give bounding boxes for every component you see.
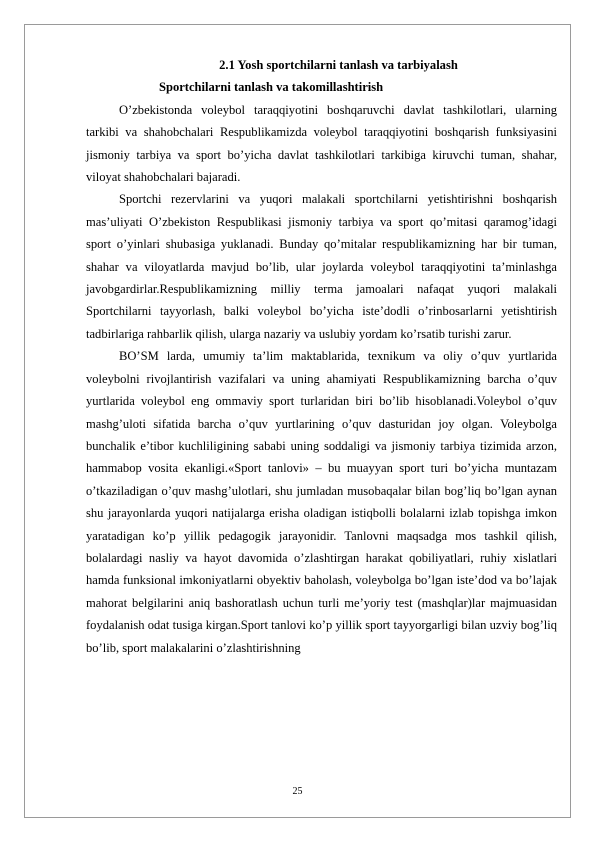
paragraph-2: Sportchi rezervlarini va yuqori malakali sportchilarni yetishtirishni boshqarish mas’uliyati O’zbekiston Respublikasi jismoniy tarbiya va sport qo’mitasi qaramog’idagi sport o’yinlari shubasiga yuklanadi. Bunday qo’mitalar respublikamizning har bir tuman, shahar va viloyatlarda mavjud bo’lib, ular joylarda voleybol taraqqiyotini ta’minlashga javobgardirlar.Respublikamizning milliy terma jamoalari nafaqat yuqori malakali Sportchilarni tayyorlash, balki voleybol bo’yicha iste’dodli o’rinbosarlarni yetishtirish tadbirlariga rahbarlik qilish, ularga nazariy va uslubiy yordam ko’rsatib turishi zarur. <box>86 192 557 341</box>
paragraph-3: BO’SM larda, umumiy ta’lim maktablarida, texnikum va oliy o’quv yurtlarida voleybolni rivojlantirish vazifalari va uning ahamiyati Respublikamizning barcha o’quv yurtlarida voleybol eng ommaviy sport turlaridan biri bo’lib hisoblanadi.Voleybol o’quv mashg’uloti sifatida barcha o’quv yurtlarining o’quv dasturidan joy olgan. Voleybolga bunchalik e’tibor kuchliligining sababi uning soddaligi va jismoniy tarbiya tizimida arzon, hammabop vosita ekanligi.«Sport tanlovi» – bu muayyan sport turi bo’yicha muntazam o’tkaziladigan o’quv mashg’ulotlari, shu jumladan musobaqalar bilan bog’liq bo’lgan aynan shu jarayonlarda yuqori natijalarga erisha oladigan istiqbolli bolalarni izlab topishga imkon yaratadigan ko’p yillik pedagogik jarayonidir. Tanlovni maqsadga mos tashkil qilish, bolalardagi nasliy va hayot davomida o’zlashtirgan harakat qobiliyatlari, ruhiy xislatlari hamda funksional imkoniyatlarni obyektiv baholash, voleybolga bo’lgan iste’dod va bo’lajak mahorat belgilarini aniq bashoratlash uchun turli me’yoriy test (mashqlar)lar majmuasidan foydalanish odat tusiga kirgan.Sport tanlovi ko’p yillik sport tayyorgarligi bilan uzviy bog’liq bo’lib, sport malakalarini o’zlashtirishning <box>86 349 557 655</box>
section-title: 2.1 Yosh sportchilarni tanlash va tarbiyalash <box>219 58 458 72</box>
document-body <box>86 54 557 659</box>
section-subtitle: Sportchilarni tanlash va takomillashtirish <box>159 80 384 95</box>
page-number: 25 <box>292 786 303 797</box>
paragraph-1: O’zbekistonda voleybol taraqqiyotini boshqaruvchi davlat tashkilotlari, ularning tarkibi va shahobchalari Respublikamizda voleybol taraqqiyotini boshqarish funksiyasini jismoniy tarbiya va sport bo’yicha davlat tashkilotlari tarkibiga kiruvchi tuman, shahar, viloyat shahobchalari bajaradi. <box>86 102 557 185</box>
